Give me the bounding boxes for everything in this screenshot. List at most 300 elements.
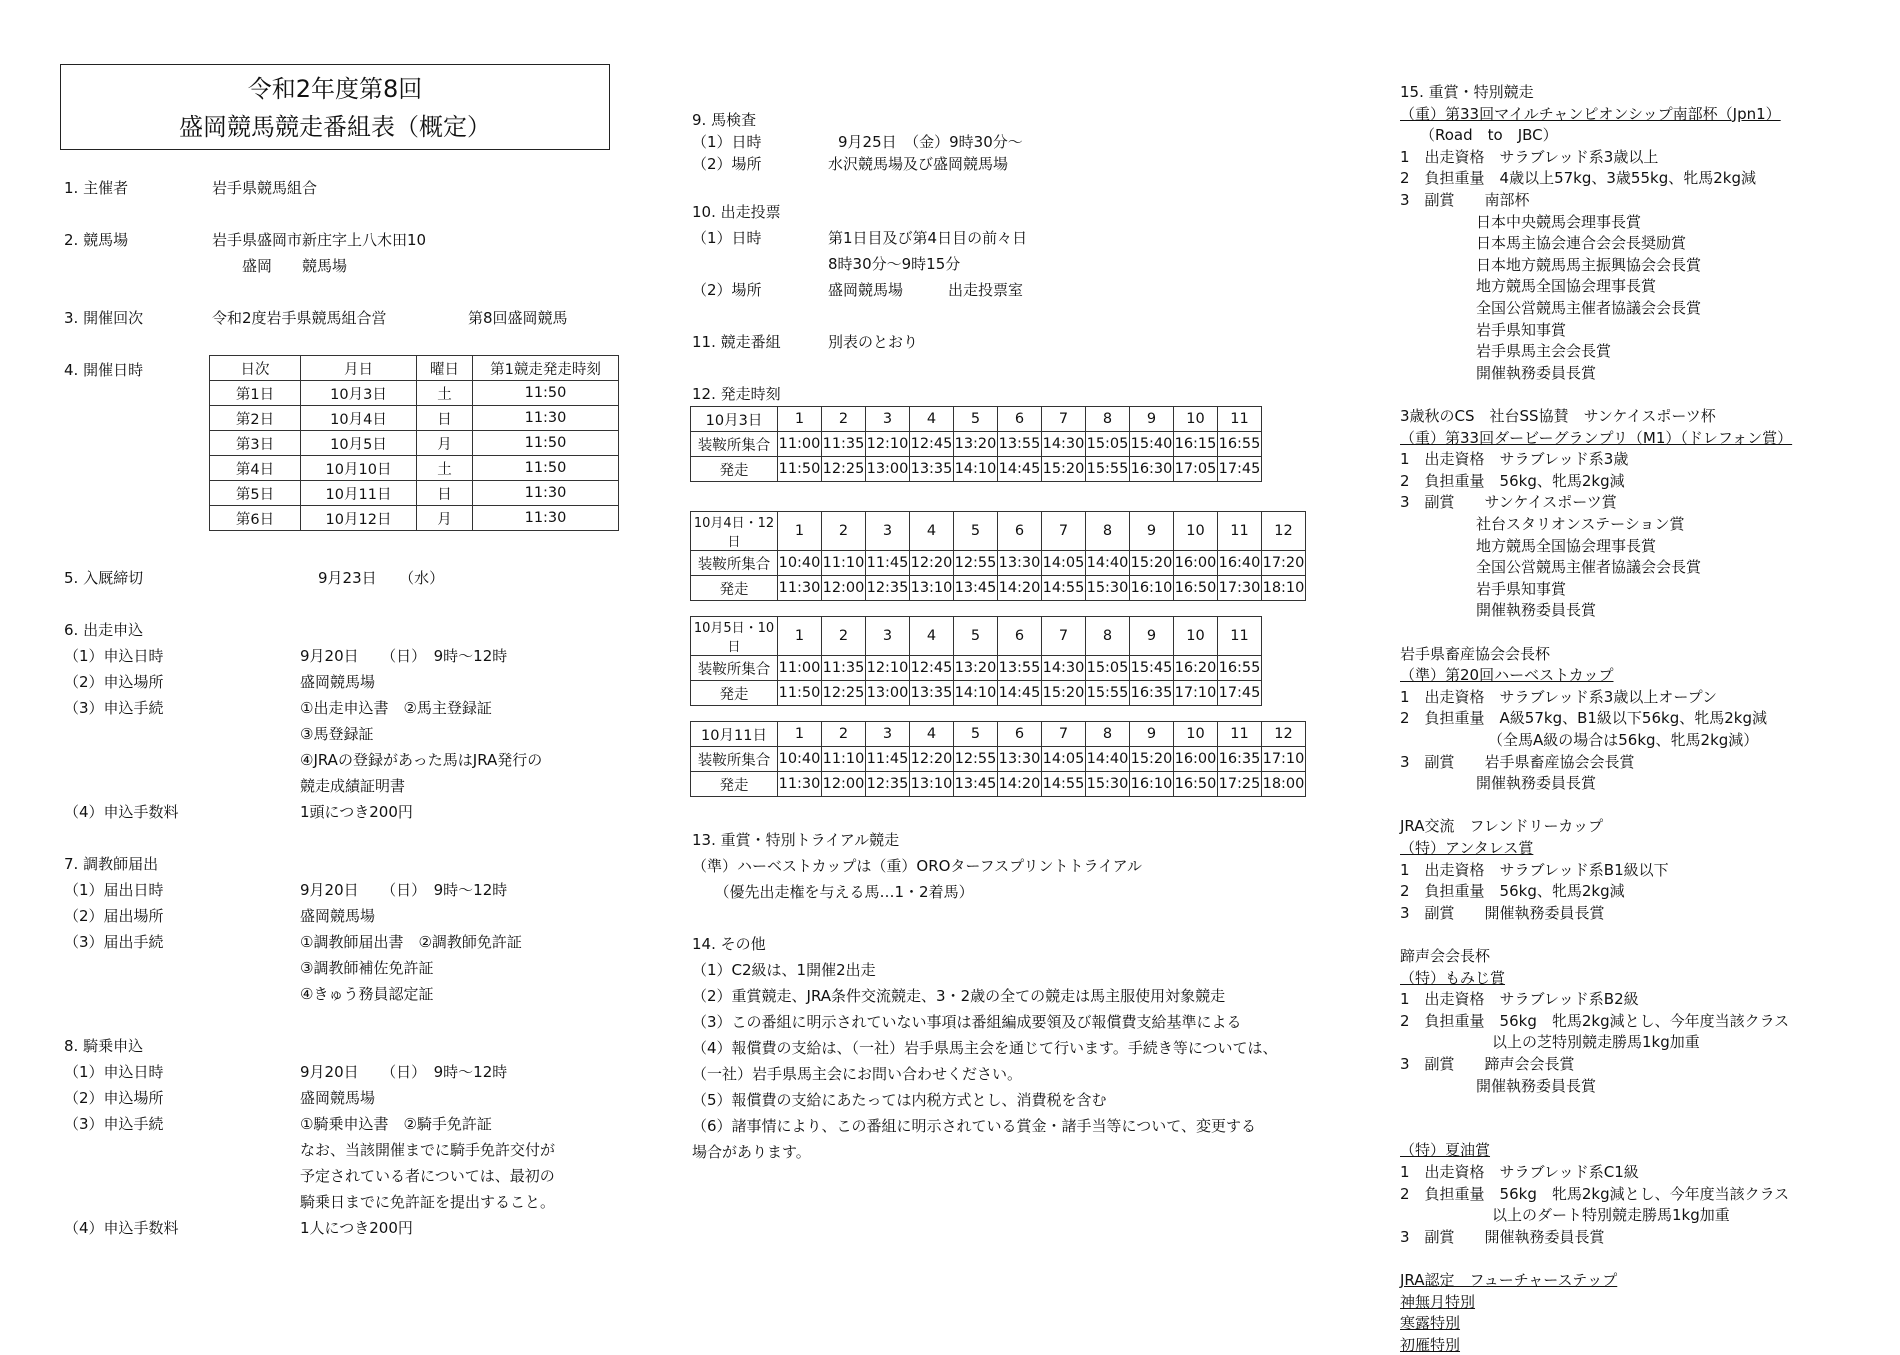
left-value-2: 第8回盛岡競馬 xyxy=(468,309,568,327)
right-item: 岩手県馬主会会長賞 xyxy=(1476,342,1612,361)
time-cell: 13:35 xyxy=(910,457,954,482)
time-cell: 8 xyxy=(1086,407,1130,432)
value: 8時30分～9時15分 xyxy=(828,255,961,273)
left-value: 9月20日 （日） 9時～12時 xyxy=(300,1063,508,1081)
time-cell: 15:30 xyxy=(1086,772,1130,797)
schedule-header: 月日 xyxy=(301,356,417,381)
time-cell: 14:20 xyxy=(998,772,1042,797)
right-item: 2 負担重量 56kg、牝馬2kg減 xyxy=(1400,471,1625,490)
right-item: 1 出走資格 サラブレッド系B2級 xyxy=(1400,990,1639,1009)
schedule-header: 曜日 xyxy=(417,356,473,381)
right-item: 岩手県畜産協会会長杯 xyxy=(1400,644,1551,663)
time-cell: 12:10 xyxy=(866,432,910,457)
right-item: 15. 重賞・特別競走 xyxy=(1400,83,1534,101)
time-cell: 16:55 xyxy=(1218,656,1262,681)
time-cell: 13:55 xyxy=(998,656,1042,681)
time-cell: 1 xyxy=(778,722,822,747)
section-11: 11. 競走番組 xyxy=(692,333,781,351)
row-label: 発走 xyxy=(691,457,778,482)
right-item: 3歳秋のCS 社台SS協賛 サンケイスポーツ杯 xyxy=(1400,407,1716,425)
time-cell: 18:10 xyxy=(1262,576,1306,601)
row-label: 10月4日・12日 xyxy=(691,512,778,551)
left-value: 令和2度岩手県競馬組合営 xyxy=(212,309,387,327)
time-cell: 12 xyxy=(1262,512,1306,551)
left-value: 1人につき200円 xyxy=(300,1219,413,1237)
time-cell: 17:05 xyxy=(1174,457,1218,482)
schedule-cell: 日 xyxy=(417,406,473,431)
time-cell: 11:10 xyxy=(822,551,866,576)
value: 別表のとおり xyxy=(828,333,919,351)
right-item: 岩手県知事賞 xyxy=(1476,579,1567,598)
left-label: 3. 開催回次 xyxy=(64,309,144,327)
right-item: 開催執務委員長賞 xyxy=(1476,363,1597,382)
time-cell: 9 xyxy=(1130,722,1174,747)
left-label: 1. 主催者 xyxy=(64,179,129,197)
time-cell: 6 xyxy=(998,407,1042,432)
time-cell: 11:35 xyxy=(822,432,866,457)
time-cell: 4 xyxy=(910,407,954,432)
time-cell: 16:35 xyxy=(1218,747,1262,772)
schedule-cell: 第4日 xyxy=(210,456,301,481)
race-time-table xyxy=(690,511,1306,601)
time-cell: 7 xyxy=(1042,722,1086,747)
time-cell: 15:45 xyxy=(1130,656,1174,681)
right-item: 開催執務委員長賞 xyxy=(1476,1076,1597,1095)
left-value: ①騎乗申込書 ②騎手免許証 xyxy=(300,1115,492,1133)
left-label: （1）届出日時 xyxy=(64,881,164,899)
time-cell: 3 xyxy=(866,617,910,656)
time-cell: 1 xyxy=(778,407,822,432)
time-cell: 12:55 xyxy=(954,551,998,576)
right-item: 2 負担重量 56kg 牝馬2kg減とし、今年度当該クラス xyxy=(1400,1184,1790,1203)
text: （6）諸事情により、この番組に明示されている賞金・諸手当等について、変更する xyxy=(692,1117,1256,1135)
time-cell: 11:35 xyxy=(822,656,866,681)
time-cell: 8 xyxy=(1086,617,1130,656)
label: （1）日時 xyxy=(692,229,762,247)
time-cell: 15:20 xyxy=(1130,551,1174,576)
time-cell: 16:10 xyxy=(1130,772,1174,797)
schedule-cell: 10月12日 xyxy=(301,506,417,531)
row-label: 装鞍所集合 xyxy=(691,432,778,457)
time-cell: 17:45 xyxy=(1218,681,1262,706)
right-item: 開催執務委員長賞 xyxy=(1476,601,1597,620)
left-value: 岩手県競馬組合 xyxy=(212,179,318,197)
left-label: 5. 入厩締切 xyxy=(64,569,144,587)
time-cell: 14:45 xyxy=(998,457,1042,482)
left-label: （3）申込手続 xyxy=(64,1115,164,1133)
left-label: 6. 出走申込 xyxy=(64,621,144,639)
left-label: 4. 開催日時 xyxy=(64,361,144,379)
time-cell: 4 xyxy=(910,722,954,747)
section-13: 13. 重賞・特別トライアル競走 xyxy=(692,831,900,849)
left-value: 盛岡 競馬場 xyxy=(212,257,348,275)
right-item: （全馬A級の場合は56kg、牝馬2kg減） xyxy=(1488,731,1759,749)
text: （4）報償費の支給は、（一社）岩手県馬主会を通じて行います。手続き等については、 xyxy=(692,1039,1278,1057)
right-item: 地方競馬全国協会理事長賞 xyxy=(1476,277,1657,296)
schedule-cell: 土 xyxy=(417,456,473,481)
time-cell: 10:40 xyxy=(778,551,822,576)
time-cell: 17:25 xyxy=(1218,772,1262,797)
value: 第1日目及び第4日目の前々日 xyxy=(828,229,1028,247)
time-cell: 6 xyxy=(998,617,1042,656)
time-cell: 15:20 xyxy=(1130,747,1174,772)
time-cell: 16:15 xyxy=(1174,432,1218,457)
time-cell: 13:55 xyxy=(998,432,1042,457)
right-item: 以上の芝特別競走勝馬1kg加重 xyxy=(1492,1033,1700,1052)
time-cell: 8 xyxy=(1086,722,1130,747)
left-value: 騎乗日までに免許証を提出すること。 xyxy=(300,1193,556,1211)
time-cell: 11 xyxy=(1218,407,1262,432)
schedule-cell: 10月11日 xyxy=(301,481,417,506)
right-item: JRA交流 フレンドリーカップ xyxy=(1400,817,1604,836)
time-cell: 15:05 xyxy=(1086,432,1130,457)
time-cell: 14:40 xyxy=(1086,747,1130,772)
time-cell: 11:10 xyxy=(822,747,866,772)
time-cell: 16:50 xyxy=(1174,772,1218,797)
text: （一社）岩手県馬主会にお問い合わせください。 xyxy=(692,1065,1023,1083)
right-item: （重）第33回マイルチャンピオンシップ南部杯（Jpn1） xyxy=(1400,104,1781,123)
time-cell: 16:10 xyxy=(1130,576,1174,601)
time-cell: 17:10 xyxy=(1262,747,1306,772)
schedule-cell: 11:50 xyxy=(473,381,619,406)
schedule-cell: 11:30 xyxy=(473,406,619,431)
section-9: 9. 馬検査 xyxy=(692,111,757,129)
left-value: ③馬登録証 xyxy=(300,725,374,743)
time-cell: 11:45 xyxy=(866,551,910,576)
time-cell: 11:00 xyxy=(778,656,822,681)
right-item: 1 出走資格 サラブレッド系3歳以上オープン xyxy=(1400,687,1717,706)
time-cell: 14:20 xyxy=(998,576,1042,601)
schedule-cell: 10月10日 xyxy=(301,456,417,481)
schedule-cell: 第1日 xyxy=(210,381,301,406)
right-item: 神無月特別 xyxy=(1400,1292,1476,1311)
right-item: JRA認定 フューチャーステップ xyxy=(1400,1271,1618,1289)
time-cell: 16:40 xyxy=(1218,551,1262,576)
time-cell: 12:25 xyxy=(822,681,866,706)
time-cell: 7 xyxy=(1042,407,1086,432)
time-cell: 16:00 xyxy=(1174,747,1218,772)
title-line1: 令和2年度第8回 xyxy=(247,75,423,103)
time-cell: 13:00 xyxy=(866,457,910,482)
time-cell: 15:40 xyxy=(1130,432,1174,457)
time-cell: 11:30 xyxy=(778,772,822,797)
schedule-cell: 月 xyxy=(417,506,473,531)
left-label: （2）申込場所 xyxy=(64,673,164,691)
time-cell: 14:55 xyxy=(1042,772,1086,797)
time-cell: 13:00 xyxy=(866,681,910,706)
row-label: 発走 xyxy=(691,681,778,706)
text: （2）重賞競走、JRA条件交流競走、3・2歳の全ての競走は馬主服使用対象競走 xyxy=(692,987,1226,1005)
time-cell: 14:45 xyxy=(998,681,1042,706)
time-cell: 12:55 xyxy=(954,747,998,772)
text: （3）この番組に明示されていない事項は番組編成要領及び報償費支給基準による xyxy=(692,1013,1242,1031)
right-item: 日本地方競馬馬主振興協会会長賞 xyxy=(1476,255,1702,274)
left-label: 8. 騎乗申込 xyxy=(64,1037,144,1055)
time-cell: 1 xyxy=(778,512,822,551)
right-item: （特）もみじ賞 xyxy=(1400,968,1506,987)
section-10: 10. 出走投票 xyxy=(692,203,781,221)
time-cell: 13:10 xyxy=(910,576,954,601)
schedule-cell: 土 xyxy=(417,381,473,406)
time-cell: 12:35 xyxy=(866,576,910,601)
schedule-cell: 10月5日 xyxy=(301,431,417,456)
left-value: 9月23日 （水） xyxy=(318,569,445,587)
schedule-cell: 第5日 xyxy=(210,481,301,506)
time-cell: 12:45 xyxy=(910,656,954,681)
schedule-cell: 第6日 xyxy=(210,506,301,531)
time-cell: 3 xyxy=(866,722,910,747)
time-cell: 16:55 xyxy=(1218,432,1262,457)
time-cell: 9 xyxy=(1130,407,1174,432)
text: （準）ハーベストカップは（重）OROターフスプリントトライアル xyxy=(692,857,1142,875)
schedule-cell: 10月4日 xyxy=(301,406,417,431)
left-label: （1）申込日時 xyxy=(64,1063,164,1081)
time-cell: 10:40 xyxy=(778,747,822,772)
time-cell: 12:00 xyxy=(822,576,866,601)
schedule-header: 日次 xyxy=(210,356,301,381)
time-cell: 13:30 xyxy=(998,551,1042,576)
time-cell: 2 xyxy=(822,722,866,747)
schedule-cell: 11:30 xyxy=(473,506,619,531)
schedule-cell: 11:50 xyxy=(473,431,619,456)
right-item: 3 副賞 開催執務委員長賞 xyxy=(1400,903,1605,922)
time-cell: 10 xyxy=(1174,407,1218,432)
right-item: 3 副賞 開催執務委員長賞 xyxy=(1400,1227,1605,1246)
time-cell: 2 xyxy=(822,617,866,656)
time-cell: 17:20 xyxy=(1262,551,1306,576)
time-cell: 13:30 xyxy=(998,747,1042,772)
title-box xyxy=(60,64,610,150)
race-time-table xyxy=(690,616,1262,706)
right-item: 全国公営競馬主催者協議会会長賞 xyxy=(1476,558,1702,577)
left-value: 予定されている者については、最初の xyxy=(300,1167,555,1185)
title-line2: 盛岡競馬競走番組表（概定） xyxy=(179,113,491,141)
time-cell: 9 xyxy=(1130,512,1174,551)
right-item: 蹄声会会長杯 xyxy=(1400,947,1491,965)
time-cell: 13:35 xyxy=(910,681,954,706)
text: 場合があります。 xyxy=(692,1143,811,1161)
time-cell: 6 xyxy=(998,512,1042,551)
schedule-cell: 11:50 xyxy=(473,456,619,481)
time-cell: 12 xyxy=(1262,722,1306,747)
schedule-header: 第1競走発走時刻 xyxy=(473,356,619,381)
time-cell: 18:00 xyxy=(1262,772,1306,797)
time-cell: 16:50 xyxy=(1174,576,1218,601)
time-cell: 15:55 xyxy=(1086,681,1130,706)
right-item: （Road to JBC） xyxy=(1420,126,1558,145)
schedule-cell: 月 xyxy=(417,431,473,456)
time-cell: 12:20 xyxy=(910,747,954,772)
left-label: （3）申込手続 xyxy=(64,699,164,717)
left-label: （2）届出場所 xyxy=(64,907,164,925)
time-cell: 14:10 xyxy=(954,681,998,706)
time-cell: 17:45 xyxy=(1218,457,1262,482)
time-cell: 15:05 xyxy=(1086,656,1130,681)
left-label: （1）申込日時 xyxy=(64,647,164,665)
time-cell: 15:30 xyxy=(1086,576,1130,601)
left-value: ①調教師届出書 ②調教師免許証 xyxy=(300,933,522,951)
right-item: 1 出走資格 サラブレッド系C1級 xyxy=(1400,1163,1639,1181)
time-cell: 11:30 xyxy=(778,576,822,601)
time-cell: 12:35 xyxy=(866,772,910,797)
left-value: なお、当該開催までに騎手免許交付が xyxy=(300,1141,556,1159)
time-cell: 6 xyxy=(998,722,1042,747)
time-cell: 10 xyxy=(1174,722,1218,747)
time-cell: 11 xyxy=(1218,722,1262,747)
time-cell: 8 xyxy=(1086,512,1130,551)
left-label: （3）届出手続 xyxy=(64,933,164,951)
value: 盛岡競馬場 出走投票室 xyxy=(828,281,1024,299)
left-value: 盛岡競馬場 xyxy=(300,907,376,925)
left-label: 7. 調教師届出 xyxy=(64,855,159,873)
time-cell: 14:55 xyxy=(1042,576,1086,601)
label: （2）場所 xyxy=(692,155,762,173)
right-item: 2 負担重量 4歳以上57kg、3歳55kg、牝馬2kg減 xyxy=(1400,169,1756,188)
schedule-cell: 10月3日 xyxy=(301,381,417,406)
right-item: 日本馬主協会連合会会長奨励賞 xyxy=(1476,234,1687,253)
time-cell: 17:10 xyxy=(1174,681,1218,706)
time-cell: 4 xyxy=(910,512,954,551)
time-cell: 14:05 xyxy=(1042,747,1086,772)
time-cell: 9 xyxy=(1130,617,1174,656)
right-item: 以上のダート特別競走勝馬1kg加重 xyxy=(1492,1206,1730,1225)
right-item: 開催執務委員長賞 xyxy=(1476,774,1597,793)
time-cell: 14:10 xyxy=(954,457,998,482)
time-cell: 15:20 xyxy=(1042,457,1086,482)
left-value: 盛岡競馬場 xyxy=(300,1089,376,1107)
race-time-table xyxy=(690,406,1262,482)
label: （1）日時 xyxy=(692,133,762,151)
section-12: 12. 発走時刻 xyxy=(692,385,781,403)
time-cell: 11:00 xyxy=(778,432,822,457)
schedule-cell: 第3日 xyxy=(210,431,301,456)
time-cell: 11:50 xyxy=(778,457,822,482)
time-cell: 14:30 xyxy=(1042,656,1086,681)
right-item: 2 負担重量 56kg、牝馬2kg減 xyxy=(1400,882,1625,901)
time-cell: 4 xyxy=(910,617,954,656)
time-cell: 11 xyxy=(1218,617,1262,656)
time-cell: 12:20 xyxy=(910,551,954,576)
time-cell: 14:30 xyxy=(1042,432,1086,457)
left-value: 9月20日 （日） 9時～12時 xyxy=(300,881,508,899)
row-label: 装鞍所集合 xyxy=(691,551,778,576)
row-label: 装鞍所集合 xyxy=(691,747,778,772)
row-label: 10月11日 xyxy=(691,722,778,747)
row-label: 10月3日 xyxy=(691,407,778,432)
schedule-table xyxy=(209,355,619,531)
left-value: ④JRAの登録があった馬はJRA発行の xyxy=(300,751,543,769)
right-item: 地方競馬全国協会理事長賞 xyxy=(1476,536,1657,555)
time-cell: 11 xyxy=(1218,512,1262,551)
time-cell: 3 xyxy=(866,512,910,551)
left-label: （4）申込手数料 xyxy=(64,1219,179,1237)
right-item: 1 出走資格 サラブレッド系3歳 xyxy=(1400,450,1629,469)
time-cell: 15:20 xyxy=(1042,681,1086,706)
time-cell: 13:20 xyxy=(954,656,998,681)
time-cell: 5 xyxy=(954,512,998,551)
time-cell: 2 xyxy=(822,512,866,551)
right-item: 全国公営競馬主催者協議会会長賞 xyxy=(1476,299,1702,317)
race-time-table xyxy=(690,721,1306,797)
right-item: （特）夏油賞 xyxy=(1400,1141,1491,1160)
time-cell: 13:45 xyxy=(954,772,998,797)
time-cell: 12:00 xyxy=(822,772,866,797)
right-item: 寒露特別 xyxy=(1400,1314,1461,1333)
right-item: （特）アンタレス賞 xyxy=(1400,839,1534,857)
row-label: 発走 xyxy=(691,576,778,601)
row-label: 発走 xyxy=(691,772,778,797)
value: 水沢競馬場及び盛岡競馬場 xyxy=(828,155,1009,173)
left-value: ③調教師補佐免許証 xyxy=(300,959,434,977)
schedule-cell: 日 xyxy=(417,481,473,506)
time-cell: 11:50 xyxy=(778,681,822,706)
time-cell: 13:10 xyxy=(910,772,954,797)
left-value: 競走成績証明書 xyxy=(300,777,406,795)
right-item: 3 副賞 岩手県畜産協会会長賞 xyxy=(1400,752,1635,771)
right-item: 3 副賞 南部杯 xyxy=(1400,191,1530,209)
right-item: 日本中央競馬会理事長賞 xyxy=(1476,212,1642,231)
left-value: 9月20日 （日） 9時～12時 xyxy=(300,647,508,665)
time-cell: 15:55 xyxy=(1086,457,1130,482)
time-cell: 10 xyxy=(1174,617,1218,656)
time-cell: 2 xyxy=(822,407,866,432)
time-cell: 5 xyxy=(954,407,998,432)
time-cell: 1 xyxy=(778,617,822,656)
text: （優先出走権を与える馬…1・2着馬） xyxy=(692,883,974,901)
time-cell: 13:20 xyxy=(954,432,998,457)
left-value: ①出走申込書 ②馬主登録証 xyxy=(300,699,492,717)
time-cell: 7 xyxy=(1042,617,1086,656)
time-cell: 5 xyxy=(954,617,998,656)
time-cell: 7 xyxy=(1042,512,1086,551)
time-cell: 10 xyxy=(1174,512,1218,551)
right-item: 3 副賞 蹄声会会長賞 xyxy=(1400,1055,1575,1073)
text: （5）報償費の支給にあたっては内税方式とし、消費税を含む xyxy=(692,1091,1107,1109)
value: 9月25日 （金）9時30分～ xyxy=(838,133,1023,151)
time-cell: 17:30 xyxy=(1218,576,1262,601)
time-cell: 16:30 xyxy=(1130,457,1174,482)
right-item: 3 副賞 サンケイスポーツ賞 xyxy=(1400,493,1617,512)
left-value: 岩手県盛岡市新庄字上八木田10 xyxy=(212,231,427,249)
right-item: 1 出走資格 サラブレッド系3歳以上 xyxy=(1400,147,1659,166)
time-cell: 5 xyxy=(954,722,998,747)
time-cell: 12:25 xyxy=(822,457,866,482)
time-cell: 14:40 xyxy=(1086,551,1130,576)
time-cell: 13:45 xyxy=(954,576,998,601)
right-item: 初雁特別 xyxy=(1400,1335,1461,1354)
text: （1）C2級は、1開催2出走 xyxy=(692,961,876,979)
right-item: 1 出走資格 サラブレッド系B1級以下 xyxy=(1400,860,1669,879)
time-cell: 12:10 xyxy=(866,656,910,681)
left-label: （4）申込手数料 xyxy=(64,803,179,821)
row-label: 装鞍所集合 xyxy=(691,656,778,681)
left-value: 1頭につき200円 xyxy=(300,803,413,821)
time-cell: 3 xyxy=(866,407,910,432)
time-cell: 16:35 xyxy=(1130,681,1174,706)
time-cell: 11:45 xyxy=(866,747,910,772)
row-label: 10月5日・10日 xyxy=(691,617,778,656)
right-item: 2 負担重量 56kg 牝馬2kg減とし、今年度当該クラス xyxy=(1400,1011,1790,1030)
time-cell: 14:05 xyxy=(1042,551,1086,576)
right-item: 2 負担重量 A級57kg、B1級以下56kg、牝馬2kg減 xyxy=(1400,709,1767,728)
left-label: 2. 競馬場 xyxy=(64,231,129,249)
schedule-cell: 11:30 xyxy=(473,481,619,506)
right-item: 岩手県知事賞 xyxy=(1476,320,1567,339)
right-item: （準）第20回ハーベストカップ xyxy=(1400,666,1614,685)
time-cell: 16:20 xyxy=(1174,656,1218,681)
right-item: （重）第33回ダービーグランプリ（M1）（ドレフォン賞） xyxy=(1400,428,1793,447)
left-label: （2）申込場所 xyxy=(64,1089,164,1107)
